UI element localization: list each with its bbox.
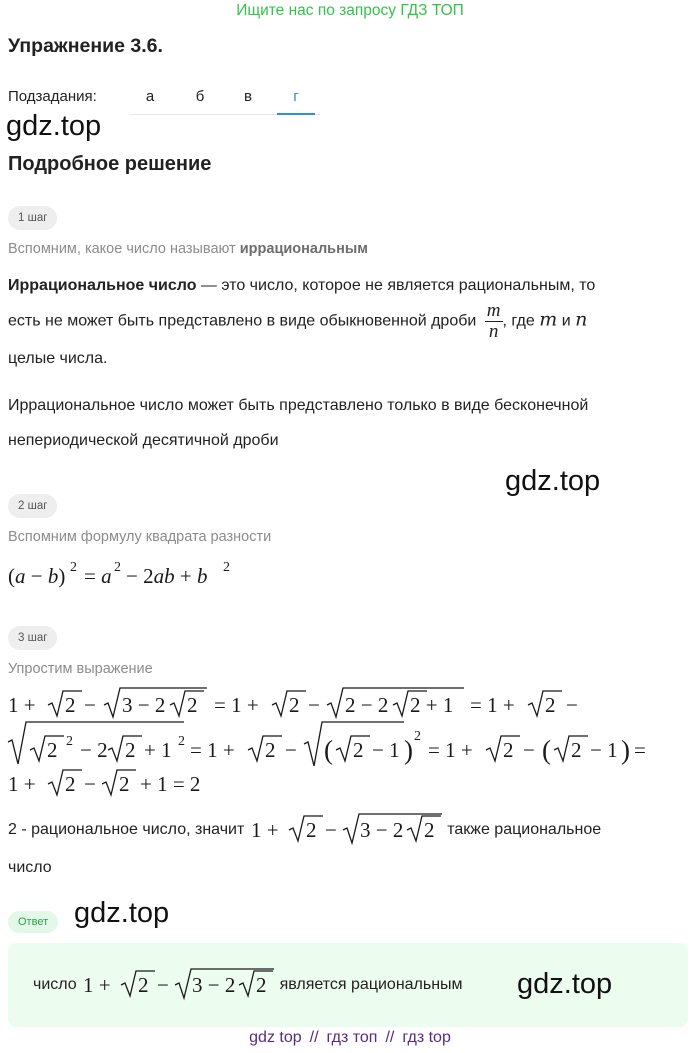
answer-text: число 1 + 2 − 3 − 2 2 является рациональным bbox=[33, 968, 463, 1002]
svg-text:2: 2 bbox=[47, 738, 58, 762]
svg-text:2: 2 bbox=[289, 693, 300, 717]
footer-links: gdz top // гдз топ // гдз top bbox=[249, 1029, 451, 1046]
svg-text:2: 2 bbox=[571, 738, 582, 762]
svg-text:+ 1: + 1 bbox=[144, 738, 172, 762]
svg-text:2: 2 bbox=[545, 693, 556, 717]
svg-text:2: 2 bbox=[256, 973, 267, 997]
tab-a[interactable]: а bbox=[145, 88, 155, 105]
svg-text:2: 2 bbox=[70, 560, 77, 575]
svg-text:= 1 +: = 1 + bbox=[428, 738, 473, 762]
step-badge: 1 шаг bbox=[8, 206, 57, 230]
svg-text:−: − bbox=[285, 738, 297, 762]
watermark: gdz.top bbox=[505, 465, 601, 497]
step-badge: 2 шаг bbox=[8, 494, 57, 518]
svg-text:2: 2 bbox=[187, 693, 198, 717]
footer-link[interactable]: гдз топ bbox=[326, 1029, 378, 1046]
svg-text:−: − bbox=[324, 817, 337, 842]
answer-expression bbox=[81, 968, 275, 1002]
step-hint: Вспомним формулу квадрата разности bbox=[8, 529, 272, 545]
svg-text:3 − 2: 3 − 2 bbox=[122, 693, 166, 717]
tab-v[interactable]: в bbox=[244, 88, 252, 105]
svg-text:3 − 2: 3 − 2 bbox=[359, 817, 404, 842]
svg-text:= a: = a bbox=[84, 564, 112, 588]
svg-text:2: 2 bbox=[138, 973, 149, 997]
watermark: gdz.top bbox=[6, 110, 102, 142]
svg-text:1 +: 1 + bbox=[83, 973, 111, 997]
svg-text:(: ( bbox=[324, 735, 333, 765]
svg-text:2 + 1: 2 + 1 bbox=[410, 693, 454, 717]
section-title: Подробное решение bbox=[8, 153, 212, 175]
answer-badge: Ответ bbox=[8, 911, 58, 933]
svg-text:2 − 2: 2 − 2 bbox=[345, 693, 389, 717]
definition-paragraph: Иррациональное число — это число, которое не является рациональным, то есть не может быть представлено в виде обыкновенной дроби $\frac{m}{n}$ , где m и n целые числа. bbox=[8, 277, 596, 367]
svg-text:1 +: 1 + bbox=[8, 772, 36, 796]
tab-b[interactable]: б bbox=[195, 88, 205, 105]
svg-text:2: 2 bbox=[265, 738, 276, 762]
svg-text:2: 2 bbox=[178, 734, 185, 749]
svg-text:= 1 +: = 1 + bbox=[190, 738, 235, 762]
footer-link[interactable]: гдз top bbox=[402, 1029, 451, 1046]
tab-g[interactable]: г bbox=[293, 88, 299, 105]
svg-text:− 1: − 1 bbox=[590, 738, 618, 762]
svg-text:2: 2 bbox=[423, 817, 435, 842]
svg-text:2: 2 bbox=[125, 738, 136, 762]
watermark: gdz.top bbox=[74, 897, 170, 929]
conclusion-paragraph: 2 - рациональное число, значит 1 + 2 − 3 − 2 2 также рациональное число bbox=[8, 812, 698, 885]
promo-banner: Ищите нас по запросу ГДЗ ТОП bbox=[236, 2, 464, 19]
svg-text:2: 2 bbox=[503, 738, 514, 762]
svg-text:−: − bbox=[84, 693, 96, 717]
svg-text:2: 2 bbox=[414, 729, 421, 744]
fraction-m-over-n: $\frac{m}{n}$ bbox=[486, 300, 501, 342]
svg-text:− 1: − 1 bbox=[372, 738, 400, 762]
subtasks-label: Подзадания: bbox=[8, 88, 97, 105]
svg-text:= 1 +: = 1 + bbox=[470, 693, 515, 717]
watermark: gdz.top bbox=[517, 968, 613, 1000]
svg-text:2: 2 bbox=[353, 738, 364, 762]
svg-text:1 +: 1 + bbox=[250, 817, 279, 842]
page-title: Упражнение 3.6. bbox=[8, 35, 163, 57]
svg-text:(: ( bbox=[542, 735, 551, 765]
expression-inline bbox=[249, 813, 443, 847]
svg-text:−: − bbox=[84, 772, 96, 796]
active-tab-indicator bbox=[277, 113, 315, 115]
step-hint: Упростим выражение bbox=[8, 661, 153, 677]
step-hint: Вспомним, какое число называют иррациональным bbox=[8, 241, 368, 257]
footer-link[interactable]: gdz top bbox=[249, 1029, 302, 1046]
svg-text:3 − 2: 3 − 2 bbox=[192, 973, 236, 997]
svg-text:−: − bbox=[157, 973, 169, 997]
svg-text:2: 2 bbox=[223, 560, 230, 575]
svg-text:−: − bbox=[523, 738, 535, 762]
svg-text:= 1 +: = 1 + bbox=[214, 693, 259, 717]
svg-text:2: 2 bbox=[65, 772, 76, 796]
svg-text:=: = bbox=[634, 738, 646, 762]
decimal-paragraph: Иррациональное число может быть представлено только в виде бесконечной непериодической десятичной дроби bbox=[8, 397, 589, 449]
formula-text: (a − b) bbox=[8, 564, 66, 588]
svg-text:2: 2 bbox=[114, 560, 121, 575]
svg-text:1 +: 1 + bbox=[8, 693, 36, 717]
svg-text:2: 2 bbox=[119, 772, 130, 796]
svg-text:2: 2 bbox=[65, 693, 76, 717]
svg-text:−: − bbox=[308, 693, 320, 717]
simplification-math bbox=[4, 684, 696, 802]
svg-text:−: − bbox=[566, 693, 578, 717]
svg-text:+ 1 = 2: + 1 = 2 bbox=[140, 772, 201, 796]
svg-text:− 2: − 2 bbox=[80, 738, 108, 762]
svg-text:− 2ab + b: − 2ab + b bbox=[126, 564, 208, 588]
svg-text:2: 2 bbox=[305, 817, 317, 842]
step-badge: 3 шаг bbox=[8, 626, 57, 650]
svg-text:): ) bbox=[404, 735, 413, 765]
svg-text:): ) bbox=[621, 735, 630, 765]
svg-text:2: 2 bbox=[66, 734, 73, 749]
formula-square-difference bbox=[4, 556, 264, 596]
